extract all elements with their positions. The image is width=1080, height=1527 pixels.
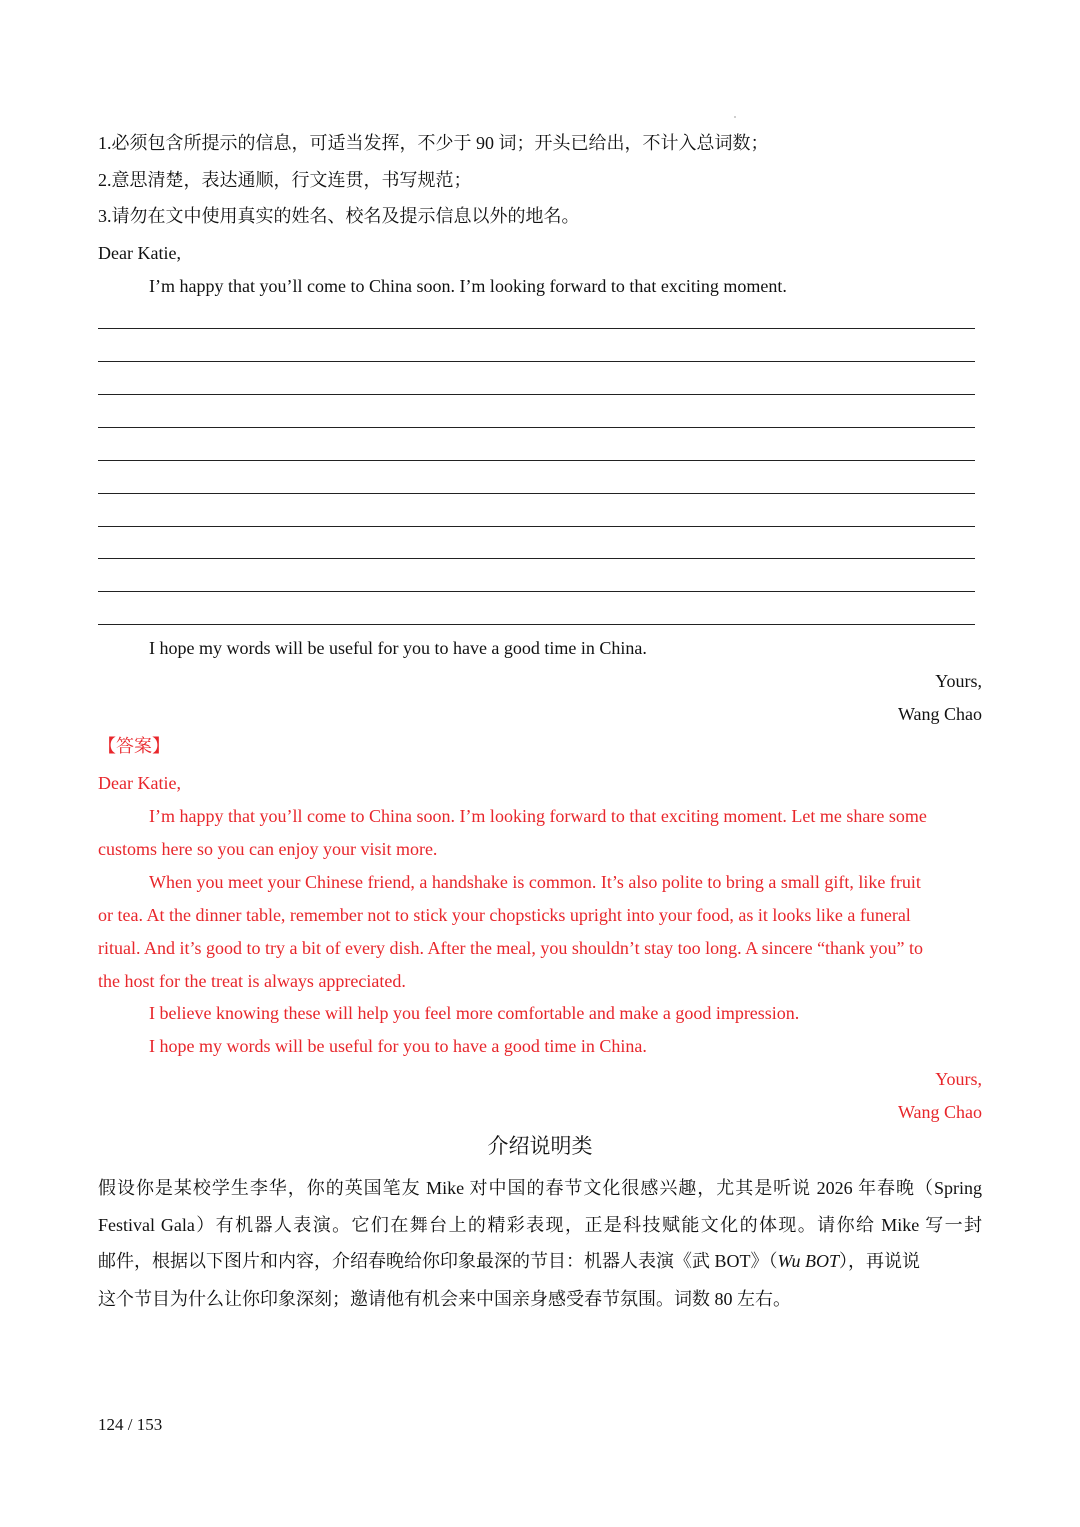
requirement-2: 2.意思清楚，表达通顺，行文连贯，书写规范； xyxy=(98,170,472,190)
prompt-line: 这个节目为什么让你印象深刻；邀请他有机会来中国亲身感受春节氛围。词数 80 左右。 xyxy=(98,1289,791,1309)
answer-signoff: Yours, xyxy=(935,1069,982,1089)
answer-line: I hope my words will be useful for you to have a good time in China. xyxy=(149,1036,647,1056)
answer-line: customs here so you can enjoy your visit more. xyxy=(98,839,438,859)
answer-line: or tea. At the dinner table, remember not to stick your chopsticks upright into your food, as it looks like a funeral xyxy=(98,905,911,925)
answer-greeting: Dear Katie, xyxy=(98,773,181,793)
writing-line xyxy=(98,526,975,527)
scan-speck xyxy=(734,116,736,118)
prompt-text: 邮件，根据以下图片和内容，介绍春晚给你印象最深的节目：机器人表演《武 BOT》（ xyxy=(98,1251,778,1271)
writing-line xyxy=(98,624,975,625)
requirement-1: 1.必须包含所提示的信息，可适当发挥，不少于 90 词；开头已给出，不计入总词数； xyxy=(98,133,769,153)
writing-line xyxy=(98,394,975,395)
writing-line xyxy=(98,558,975,559)
answer-line: I believe knowing these will help you feel more comfortable and make a good impression. xyxy=(149,1003,800,1023)
writing-line xyxy=(98,328,975,329)
answer-line: the host for the treat is always appreciated. xyxy=(98,971,406,991)
answer-signature: Wang Chao xyxy=(897,1102,982,1122)
prompt-text: ），再说说 xyxy=(839,1251,921,1271)
section-title: 介绍说明类 xyxy=(487,1134,593,1158)
answer-label: 【答案】 xyxy=(98,736,170,756)
writing-line xyxy=(98,591,975,592)
answer-line: I’m happy that you’ll come to China soon. I’m looking forward to that exciting moment. Let me share some xyxy=(149,806,927,826)
letter-signature: Wang Chao xyxy=(897,704,982,724)
prompt-line-with-title xyxy=(98,1249,982,1273)
letter-greeting: Dear Katie, xyxy=(98,243,181,263)
writing-line xyxy=(98,427,975,428)
letter-signoff: Yours, xyxy=(935,671,982,691)
writing-line xyxy=(98,460,975,461)
letter-closing: I hope my words will be useful for you to have a good time in China. xyxy=(149,638,647,658)
writing-line xyxy=(98,361,975,362)
prompt-line: 假设你是某校学生李华，你的英国笔友 Mike 对中国的春节文化很感兴趣，尤其是听说 2026 年春晚（Spring xyxy=(98,1178,982,1198)
answer-line: When you meet your Chinese friend, a handshake is common. It’s also polite to bring a small gift, like fruit xyxy=(149,872,921,892)
program-title-italic: Wu BOT xyxy=(777,1251,840,1271)
prompt-line: Festival Gala）有机器人表演。它们在舞台上的精彩表现，正是科技赋能文化的体现。请你给 Mike 写一封 xyxy=(98,1215,982,1235)
writing-line xyxy=(98,493,975,494)
letter-opening: I’m happy that you’ll come to China soon. I’m looking forward to that exciting moment. xyxy=(149,276,787,296)
requirement-3: 3.请勿在文中使用真实的姓名、校名及提示信息以外的地名。 xyxy=(98,206,580,226)
page-number: 124 / 153 xyxy=(98,1415,163,1434)
answer-line: ritual. And it’s good to try a bit of every dish. After the meal, you shouldn’t stay too long. A sincere “thank you” to xyxy=(98,938,924,958)
